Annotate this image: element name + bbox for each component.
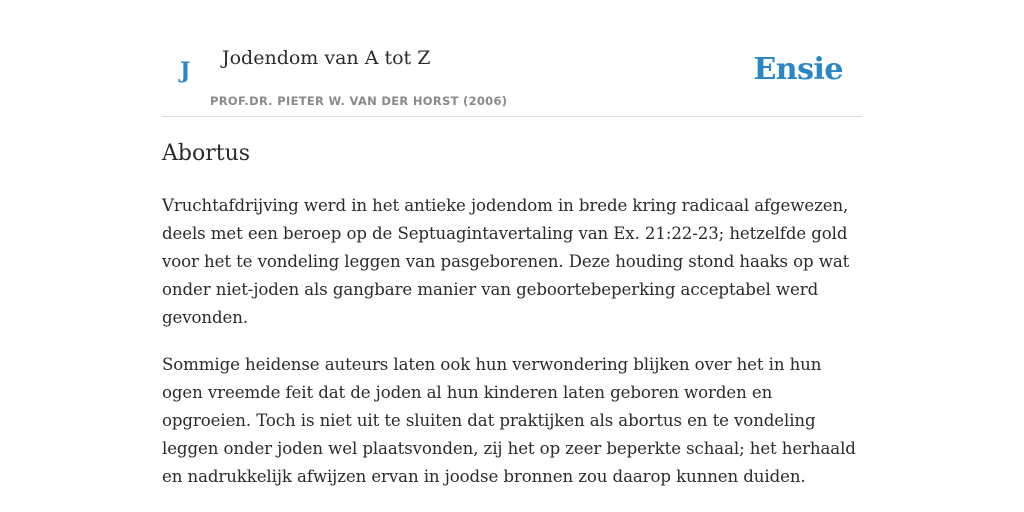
book-letter-icon[interactable]: J: [180, 58, 191, 84]
book-author: PROF.DR. PIETER W. VAN DER HORST (2006): [210, 94, 508, 108]
ensie-logo-link[interactable]: Ensie: [753, 52, 843, 87]
book-header: [162, 0, 862, 117]
article-body: [162, 192, 862, 510]
article-paragraph: Vruchtafdrijving werd in het antieke jodendom in brede kring radicaal afgewezen, deels met een beroep op de Septuagintavertaling van Ex. 21:22-23; hetzelfde gold voor het te vondeling leggen van pasgeborenen. Deze houding stond haaks op wat onder niet-joden als gangbare manier van geboortebeperking acceptabel werd gevonden.: [162, 196, 850, 327]
article-title: Abortus: [162, 141, 251, 166]
article-paragraph: Sommige heidense auteurs laten ook hun verwondering blijken over het in hun ogen vreemde feit dat de joden al hun kinderen laten geboren worden en opgroeien. Toch is niet uit te sluiten dat praktijken als abortus en te vondeling leggen onder joden wel plaatsvonden, zij het op zeer beperkte schaal; het herhaald en nadrukkelijk afwijzen ervan in joodse bronnen zou daarop kunnen duiden.: [162, 355, 856, 486]
book-title-link[interactable]: Jodendom van A tot Z: [222, 47, 431, 69]
